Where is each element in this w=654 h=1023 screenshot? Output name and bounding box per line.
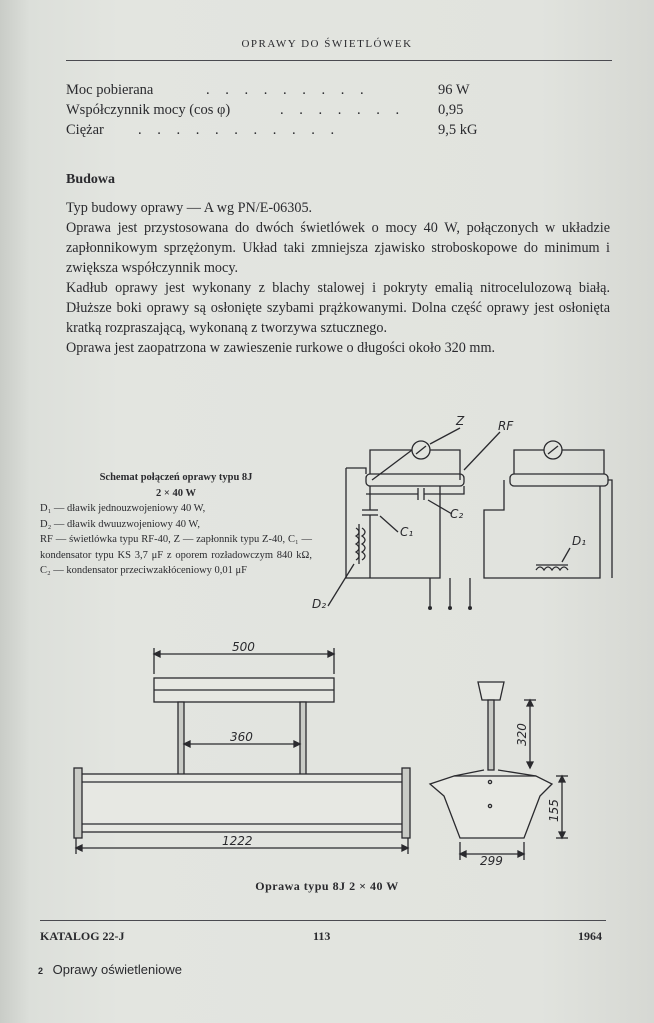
- spec-row: [66, 120, 516, 140]
- footer-page-number: 113: [313, 929, 331, 943]
- fluorescent-tube-left: [366, 474, 464, 486]
- paragraph: Oprawa jest przystosowana do dwóch świetlówek o mocy 40 W, połączonych w układzie zapłonnikowym sprzężonym. Układ taki zmniejsza zjawisko stroboskopowe do minimum i zwiększa współczynnik mocy.: [66, 220, 610, 276]
- fluorescent-tube-right: [510, 474, 608, 486]
- label-c1: C₁: [400, 525, 414, 539]
- legend-line: D₁ — dławik jednouzwojeniowy 40 W,: [40, 503, 206, 514]
- schematic-caption-subtitle: 2 × 40 W: [156, 487, 196, 499]
- footer-rule: [40, 920, 606, 921]
- label-d1: D₁: [572, 534, 587, 548]
- label-rf: RF: [498, 419, 514, 433]
- spec-label: Ciężar: [66, 122, 104, 138]
- figure-caption: Oprawa typu 8J 2 × 40 W: [255, 879, 399, 893]
- body-text: [66, 198, 610, 358]
- paragraph: Oprawa jest zaopatrzona w zawieszenie rurkowe o długości około 320 mm.: [66, 340, 496, 356]
- schematic-caption: [40, 470, 312, 579]
- side-view-drawing: [424, 676, 584, 872]
- spec-value: 9,5 kG: [438, 122, 478, 138]
- bottom-note-marker: 2: [38, 966, 44, 976]
- dimension-320: 320: [515, 723, 529, 746]
- front-view-drawing: [68, 640, 418, 870]
- spec-row: [66, 80, 516, 100]
- dimension-500: 500: [232, 640, 255, 654]
- paragraph: Kadłub oprawy jest wykonany z blachy stalowej i pokryty emalią nitrocelulozową białą. Dłuższe boki oprawy są osłonięte szybami prążkowanymi. Dolna część oprawy jest osłonięta kratką rozpraszającą, wykonaną z tworzywa sztucznego.: [66, 280, 610, 336]
- footer-year: 1964: [578, 929, 602, 943]
- spec-value: 96 W: [438, 82, 470, 98]
- label-d2: D₂: [312, 597, 327, 611]
- spec-label: Moc pobierana: [66, 82, 154, 98]
- dimension-360: 360: [230, 730, 253, 744]
- label-z: Z: [456, 414, 465, 428]
- dimension-299: 299: [480, 854, 503, 868]
- spec-label: Współczynnik mocy (cos φ): [66, 102, 231, 118]
- schematic-caption-title: Schemat połączeń oprawy typu 8J: [99, 472, 253, 483]
- footer-catalog: KATALOG 22-J: [40, 929, 125, 943]
- dimension-155: 155: [547, 799, 561, 822]
- bottom-note: [38, 962, 182, 977]
- bottom-note-text: Oprawy oświetleniowe: [52, 962, 182, 977]
- paragraph: Typ budowy oprawy — A wg PN/E-06305.: [66, 200, 313, 216]
- spec-leader: . . . . . . . . .: [206, 82, 370, 98]
- spec-leader: . . . . . . .: [280, 102, 406, 118]
- header-rule: [66, 60, 612, 61]
- label-c2: C₂: [450, 507, 464, 521]
- spec-table: [66, 80, 516, 140]
- dimension-1222: 1222: [222, 834, 253, 848]
- side-canopy: [478, 682, 504, 700]
- legend-line: RF — świetlówka typu RF-40, Z — zapłonnik typu Z-40, C₁ — kondensator typu KS 3,7 μF z oporem rozładowczym 840 kΩ, C₂ — kondensator przeciwzakłóceniowy 0,01 μF: [40, 534, 312, 576]
- wiring-schematic: [300, 410, 620, 620]
- luminaire-body: [80, 774, 404, 832]
- spec-value: 0,95: [438, 102, 464, 118]
- spec-row: [66, 100, 516, 120]
- section-title: Budowa: [66, 172, 116, 187]
- running-header: OPRAWY DO ŚWIETLÓWEK: [241, 38, 413, 50]
- spec-leader: . . . . . . . . . . .: [138, 122, 341, 138]
- legend-line: D₂ — dławik dwuuzwojeniowy 40 W,: [40, 518, 200, 530]
